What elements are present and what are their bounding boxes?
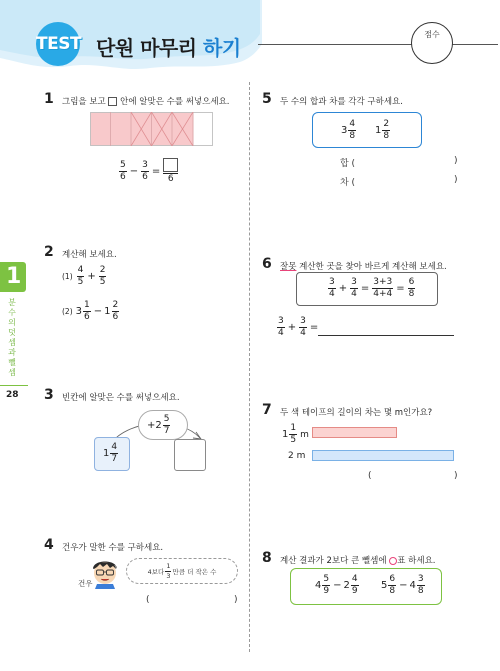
- whole: 4: [409, 580, 416, 591]
- q1-frac-2: [141, 161, 149, 182]
- q7-tape-pink: [312, 427, 397, 438]
- numerator: 1: [290, 423, 297, 433]
- numerator: 1: [84, 300, 90, 310]
- q8-o2-frac-b: [417, 575, 425, 596]
- q6-correct-expression: [276, 317, 320, 338]
- unit: m: [300, 429, 309, 440]
- q3-start-box: [94, 437, 130, 471]
- q1-answer-box[interactable]: [163, 158, 178, 172]
- numerator: 5: [120, 159, 126, 170]
- numerator: 5: [163, 414, 170, 424]
- q6-prompt-rest: 계산한 곳을 찾아 바르게 계산해 보세요.: [296, 262, 447, 272]
- denominator: 6: [112, 312, 119, 322]
- numerator: [163, 158, 178, 174]
- q6-plus: +: [338, 283, 348, 294]
- q4-prompt: 건우가 말한 수를 구하세요.: [62, 543, 164, 553]
- q7-tape2-label: 2 m: [288, 451, 306, 461]
- q7-answer-field[interactable]: [374, 469, 452, 483]
- q5-number-box: [312, 112, 422, 148]
- numerator: 2: [112, 300, 119, 310]
- denominator: 4: [329, 289, 335, 299]
- q5-number: 5: [262, 91, 272, 107]
- q5-value-b: [375, 120, 391, 141]
- q7-paren-right: ): [454, 471, 458, 481]
- denominator: 9: [323, 586, 330, 596]
- denominator: 5: [77, 277, 84, 287]
- q3-op-frac: [163, 415, 171, 436]
- q2-p1-frac-b: [99, 266, 107, 287]
- q6-prompt-underlined: 잘못: [280, 262, 297, 272]
- whole: 1: [282, 429, 289, 440]
- denominator: 8: [408, 289, 415, 299]
- numerator: 3: [351, 277, 357, 287]
- q2-p2-mixed-b: [104, 301, 120, 322]
- q6-frac-c: [372, 278, 393, 299]
- q2-part1: [62, 266, 107, 287]
- numerator: 3: [142, 159, 148, 170]
- q7-number: 7: [262, 402, 272, 418]
- numerator: 4: [77, 265, 84, 275]
- numerator: 3+3: [373, 277, 393, 287]
- page-number-rule: [0, 385, 28, 386]
- numerator: 1: [166, 562, 171, 570]
- q6-correct-plus: +: [287, 322, 297, 333]
- boy-avatar-icon: [88, 555, 122, 589]
- q2-number: 2: [44, 244, 54, 260]
- whole: 3: [341, 125, 348, 136]
- q6-correct-frac-a: [277, 317, 285, 338]
- q8-prompt: [280, 554, 436, 566]
- q5-b-frac: [382, 120, 390, 141]
- q3-op-whole: +2: [147, 420, 162, 431]
- q8-option-2[interactable]: [381, 575, 426, 596]
- q8-o2-minus: −: [399, 580, 408, 591]
- whole: 2: [343, 580, 350, 591]
- q2-part2: [62, 301, 120, 322]
- q4-paren-right: ): [234, 595, 238, 605]
- q6-frac-result: [408, 278, 416, 299]
- denominator: 8: [349, 131, 356, 141]
- q7-tape-blue: [312, 450, 454, 461]
- q2-p2-mixed-a: [76, 301, 92, 322]
- q4-speech-bubble: [126, 558, 238, 584]
- q2-p1-frac-a: [77, 266, 85, 287]
- title-accent: 하기: [203, 36, 241, 60]
- q4-speaker-name: 건우: [78, 579, 93, 588]
- q1-frac-answer: [163, 158, 178, 184]
- q1-shaded-area: [91, 113, 194, 146]
- q6-frac-a: [328, 278, 336, 299]
- q7-tape1-frac: [289, 424, 297, 445]
- q6-prompt: [280, 260, 447, 272]
- q7-tape1-label: [282, 424, 309, 445]
- q5-sum-answer[interactable]: [366, 154, 450, 168]
- numerator: 6: [389, 574, 396, 584]
- numerator: 3: [278, 316, 284, 326]
- q8-prompt-b: 표 하세요.: [397, 556, 436, 566]
- denominator: 4: [278, 328, 284, 338]
- q1-frac-1: [119, 161, 127, 182]
- numerator: 4: [349, 119, 356, 129]
- page-header: [0, 0, 500, 78]
- q2-p1-plus: +: [87, 271, 96, 282]
- denominator: 4: [300, 328, 306, 338]
- whole: 4: [315, 580, 322, 591]
- numerator: 6: [408, 277, 415, 287]
- denominator: 3: [166, 571, 171, 580]
- q6-equals: =: [360, 283, 370, 294]
- q1-number: 1: [44, 91, 54, 107]
- q4-speech-frac: [165, 563, 171, 579]
- denominator: 6: [84, 312, 90, 322]
- numerator: 2: [99, 265, 106, 275]
- score-box[interactable]: [411, 22, 453, 64]
- whole: 1: [103, 448, 110, 459]
- q3-answer-box[interactable]: [174, 439, 206, 471]
- q6-number: 6: [262, 256, 272, 272]
- q7-prompt: 두 색 테이프의 길이의 차는 몇 m인가요?: [280, 408, 433, 418]
- denominator: 8: [389, 586, 396, 596]
- q6-answer-line[interactable]: [318, 335, 454, 336]
- q5-diff-answer[interactable]: [366, 173, 450, 187]
- q4-speech-part-a: 4보다: [147, 567, 165, 576]
- q2-p2-minus: −: [93, 306, 103, 317]
- numerator: 4: [351, 574, 358, 584]
- denominator: 9: [351, 586, 358, 596]
- q3-operator: [147, 415, 171, 436]
- q5-diff-label: 차 (: [340, 178, 356, 188]
- numerator: 2: [383, 119, 390, 129]
- q3-start-frac: [110, 443, 118, 464]
- q6-wrong-calculation: [296, 272, 438, 306]
- numerator: 5: [323, 574, 330, 584]
- denominator: 7: [111, 454, 118, 464]
- q4-speech-text: [127, 559, 237, 583]
- whole: 1: [104, 306, 111, 317]
- denominator: 4+4: [373, 289, 393, 299]
- denominator: 6: [142, 171, 148, 182]
- q1-minus: −: [129, 165, 139, 177]
- column-divider: [249, 82, 250, 652]
- q5-sum-paren-right: ): [454, 156, 458, 166]
- whole: 1: [375, 125, 382, 136]
- q8-o2-frac-a: [388, 575, 396, 596]
- q8-o1-minus: −: [333, 580, 342, 591]
- denominator: 8: [383, 131, 390, 141]
- q5-sum-label: 합 (: [340, 159, 356, 169]
- denominator: 7: [163, 426, 170, 436]
- numerator: 3: [417, 574, 424, 584]
- q6-correct-frac-b: [299, 317, 307, 338]
- denominator: 5: [99, 277, 106, 287]
- q5-diff-paren-right: ): [454, 175, 458, 185]
- q1-fraction-strip: [90, 112, 214, 146]
- q8-prompt-a: 계산 결과가 2보다 큰 뺄셈에: [280, 556, 390, 566]
- q4-speech-part-b: 만큼 더 작은 수: [172, 567, 217, 576]
- title-main: 단원 마무리: [96, 36, 204, 60]
- q4-number: 4: [44, 537, 54, 553]
- denominator: 6: [120, 171, 126, 182]
- denominator: 5: [290, 435, 297, 445]
- q8-o1-frac-b: [351, 575, 359, 596]
- q2-part1-label: (1): [62, 272, 73, 281]
- q3-operator-bubble: [138, 410, 188, 440]
- q1-prompt-a: 그림을 보고: [62, 97, 109, 107]
- q8-option-1[interactable]: [315, 575, 360, 596]
- page-number: 28: [6, 390, 19, 400]
- numerator: 3: [329, 277, 335, 287]
- q6-wrong-expression: [327, 278, 416, 299]
- q8-options-box: [290, 568, 442, 605]
- denominator: 6: [167, 174, 174, 184]
- q8-o1-frac-a: [322, 575, 330, 596]
- q6-equals-2: =: [396, 283, 405, 294]
- score-label: 점수: [424, 30, 440, 39]
- q1-equals: =: [151, 165, 161, 177]
- q4-paren-left: (: [146, 595, 150, 605]
- q8-number: 8: [262, 550, 272, 566]
- denominator: 4: [351, 289, 357, 299]
- q7-paren-left: (: [368, 471, 372, 481]
- q4-answer-field[interactable]: [152, 592, 232, 608]
- chapter-number: 1: [6, 264, 22, 289]
- header-rule: [258, 44, 498, 45]
- q3-prompt: 빈칸에 알맞은 수를 써넣으세요.: [62, 393, 180, 403]
- q3-start-value: [103, 443, 119, 464]
- q5-value-a: [341, 120, 357, 141]
- page-title: [96, 32, 241, 61]
- test-badge: TEST: [36, 34, 82, 54]
- denominator: 8: [417, 586, 424, 596]
- q6-frac-b: [350, 278, 358, 299]
- numerator: 3: [300, 316, 306, 326]
- q1-prompt: [62, 95, 230, 107]
- whole: 3: [75, 306, 82, 317]
- q2-prompt: 계산해 보세요.: [62, 250, 117, 260]
- q1-equation: [118, 158, 179, 184]
- q6-correct-equals: =: [309, 322, 319, 333]
- chapter-title: 분수의 덧셈과 뺄셈: [8, 298, 16, 377]
- q5-prompt: 두 수의 합과 차를 각각 구하세요.: [280, 97, 403, 107]
- q2-part2-label: (2): [62, 307, 73, 316]
- numerator: 4: [111, 442, 118, 452]
- whole: 5: [381, 580, 388, 591]
- q5-a-frac: [348, 120, 356, 141]
- q3-number: 3: [44, 387, 54, 403]
- q1-prompt-b: 안에 알맞은 수를 써넣으세요.: [117, 97, 230, 107]
